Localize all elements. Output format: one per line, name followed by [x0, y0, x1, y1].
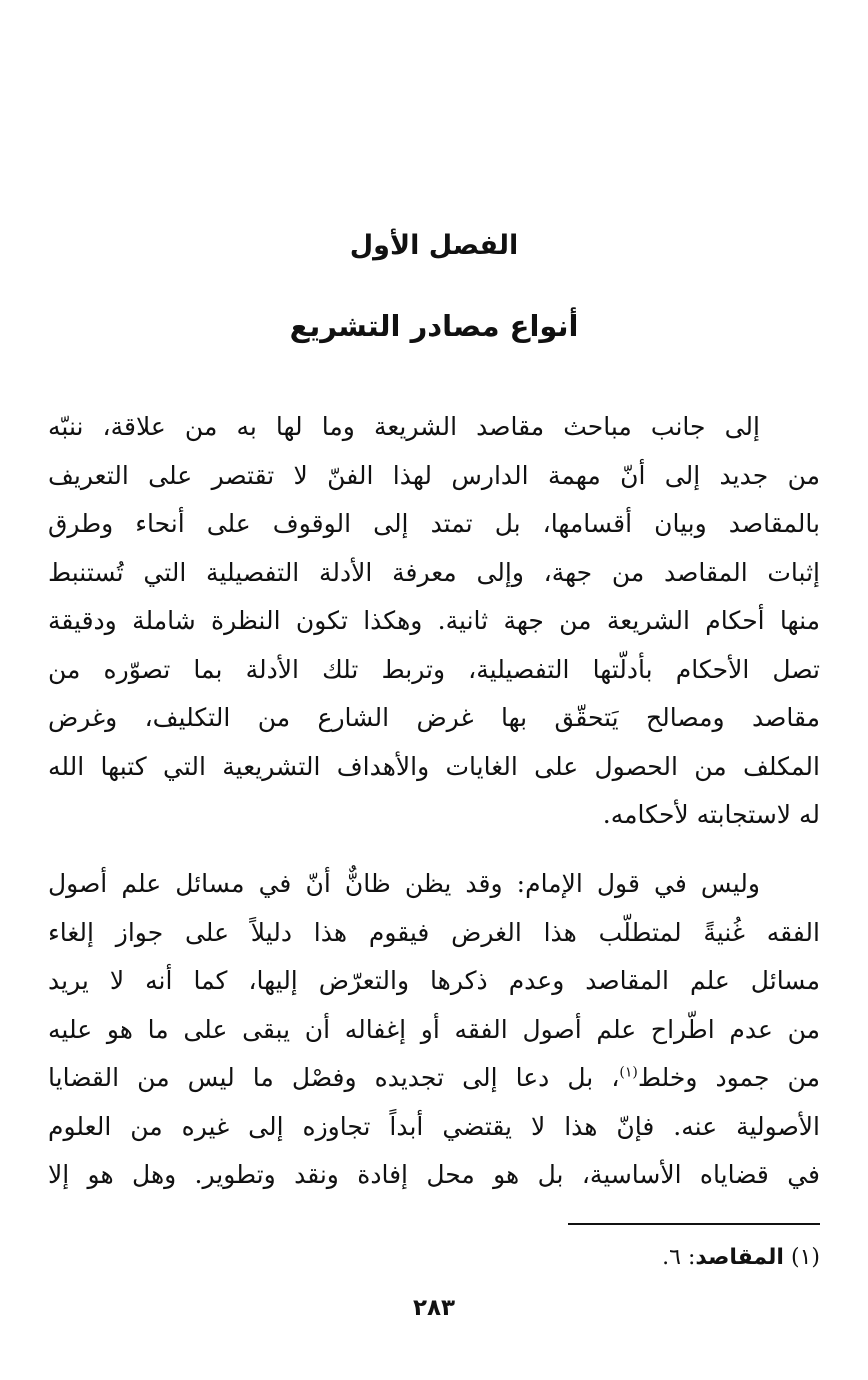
footnote-number: (١) [790, 1245, 820, 1270]
chapter-heading: الفصل الأول [349, 230, 519, 261]
section-title: أنواع مصادر التشريع [289, 309, 579, 343]
footnote-separator [568, 1223, 820, 1225]
text-line: الفقه غُنيةً لمتطلّب هذا الغرض فيقوم هذا دليلاً على جواز إلغاء [48, 917, 820, 947]
text-line: إثبات المقاصد من جهة، وإلى معرفة الأدلة التفصيلية التي تُستنبط [48, 557, 820, 587]
text-line: تصل الأحكام بأدلّتها التفصيلية، وتربط تلك الأدلة بما تصوّره من [48, 654, 820, 684]
footnote-text: : ٦. [662, 1245, 696, 1270]
text-line: له لاستجابته لأحكامه. [602, 800, 820, 829]
footnote-label: المقاصد [695, 1245, 784, 1270]
text-line: مسائل علم المقاصد وعدم ذكرها والتعرّض إليها، كما أنه لا يريد [48, 966, 820, 995]
text-line: في قضاياه الأساسية، بل هو محل إفادة ونقد وتطوير. وهل هو إلا [48, 1160, 820, 1189]
text-line: وليس في قول الإمام: وقد يظن ظانٌّ أنّ في مسائل علم أصول [48, 869, 760, 898]
text-line: من جديد إلى أنّ مهمة الدارس لهذا الفنّ لا تقتصر على التعريف [48, 460, 820, 490]
text-line: مقاصد ومصالح يَتحقّق بها غرض الشارع من التكليف، وغرض [48, 703, 820, 732]
text-segment: ، بل دعا إلى تجديده وفصْل ما ليس من القضايا [48, 1063, 620, 1092]
footnote [48, 1240, 820, 1276]
text-line: من عدم اطّراح علم أصول الفقه أو إغفاله أن يبقى على ما هو عليه [48, 1014, 820, 1044]
text-line-with-footnote [48, 1054, 820, 1103]
text-segment: من جمود وخلط [637, 1063, 820, 1092]
page-number: ٢٨٣ [412, 1295, 456, 1321]
text-line: إلى جانب مباحث مقاصد الشريعة وما لها به من علاقة، ننبّه [48, 412, 760, 441]
text-line: المكلف من الحصول على الغايات والأهداف التشريعية التي كتبها الله [48, 751, 820, 781]
paragraph-1 [48, 403, 820, 840]
text-line: بالمقاصد وبيان أقسامها، بل تمتد إلى الوقوف على أنحاء وطرق [48, 509, 820, 538]
text-line: الأصولية عنه. فإنّ هذا لا يقتضي أبداً تجاوزه إلى غيره من العلوم [48, 1111, 820, 1141]
paragraph-2 [48, 860, 820, 1200]
text-line: منها أحكام الشريعة من جهة ثانية. وهكذا تكون النظرة شاملة ودقيقة [48, 606, 820, 635]
footnote-marker[interactable]: (١) [619, 1064, 638, 1081]
